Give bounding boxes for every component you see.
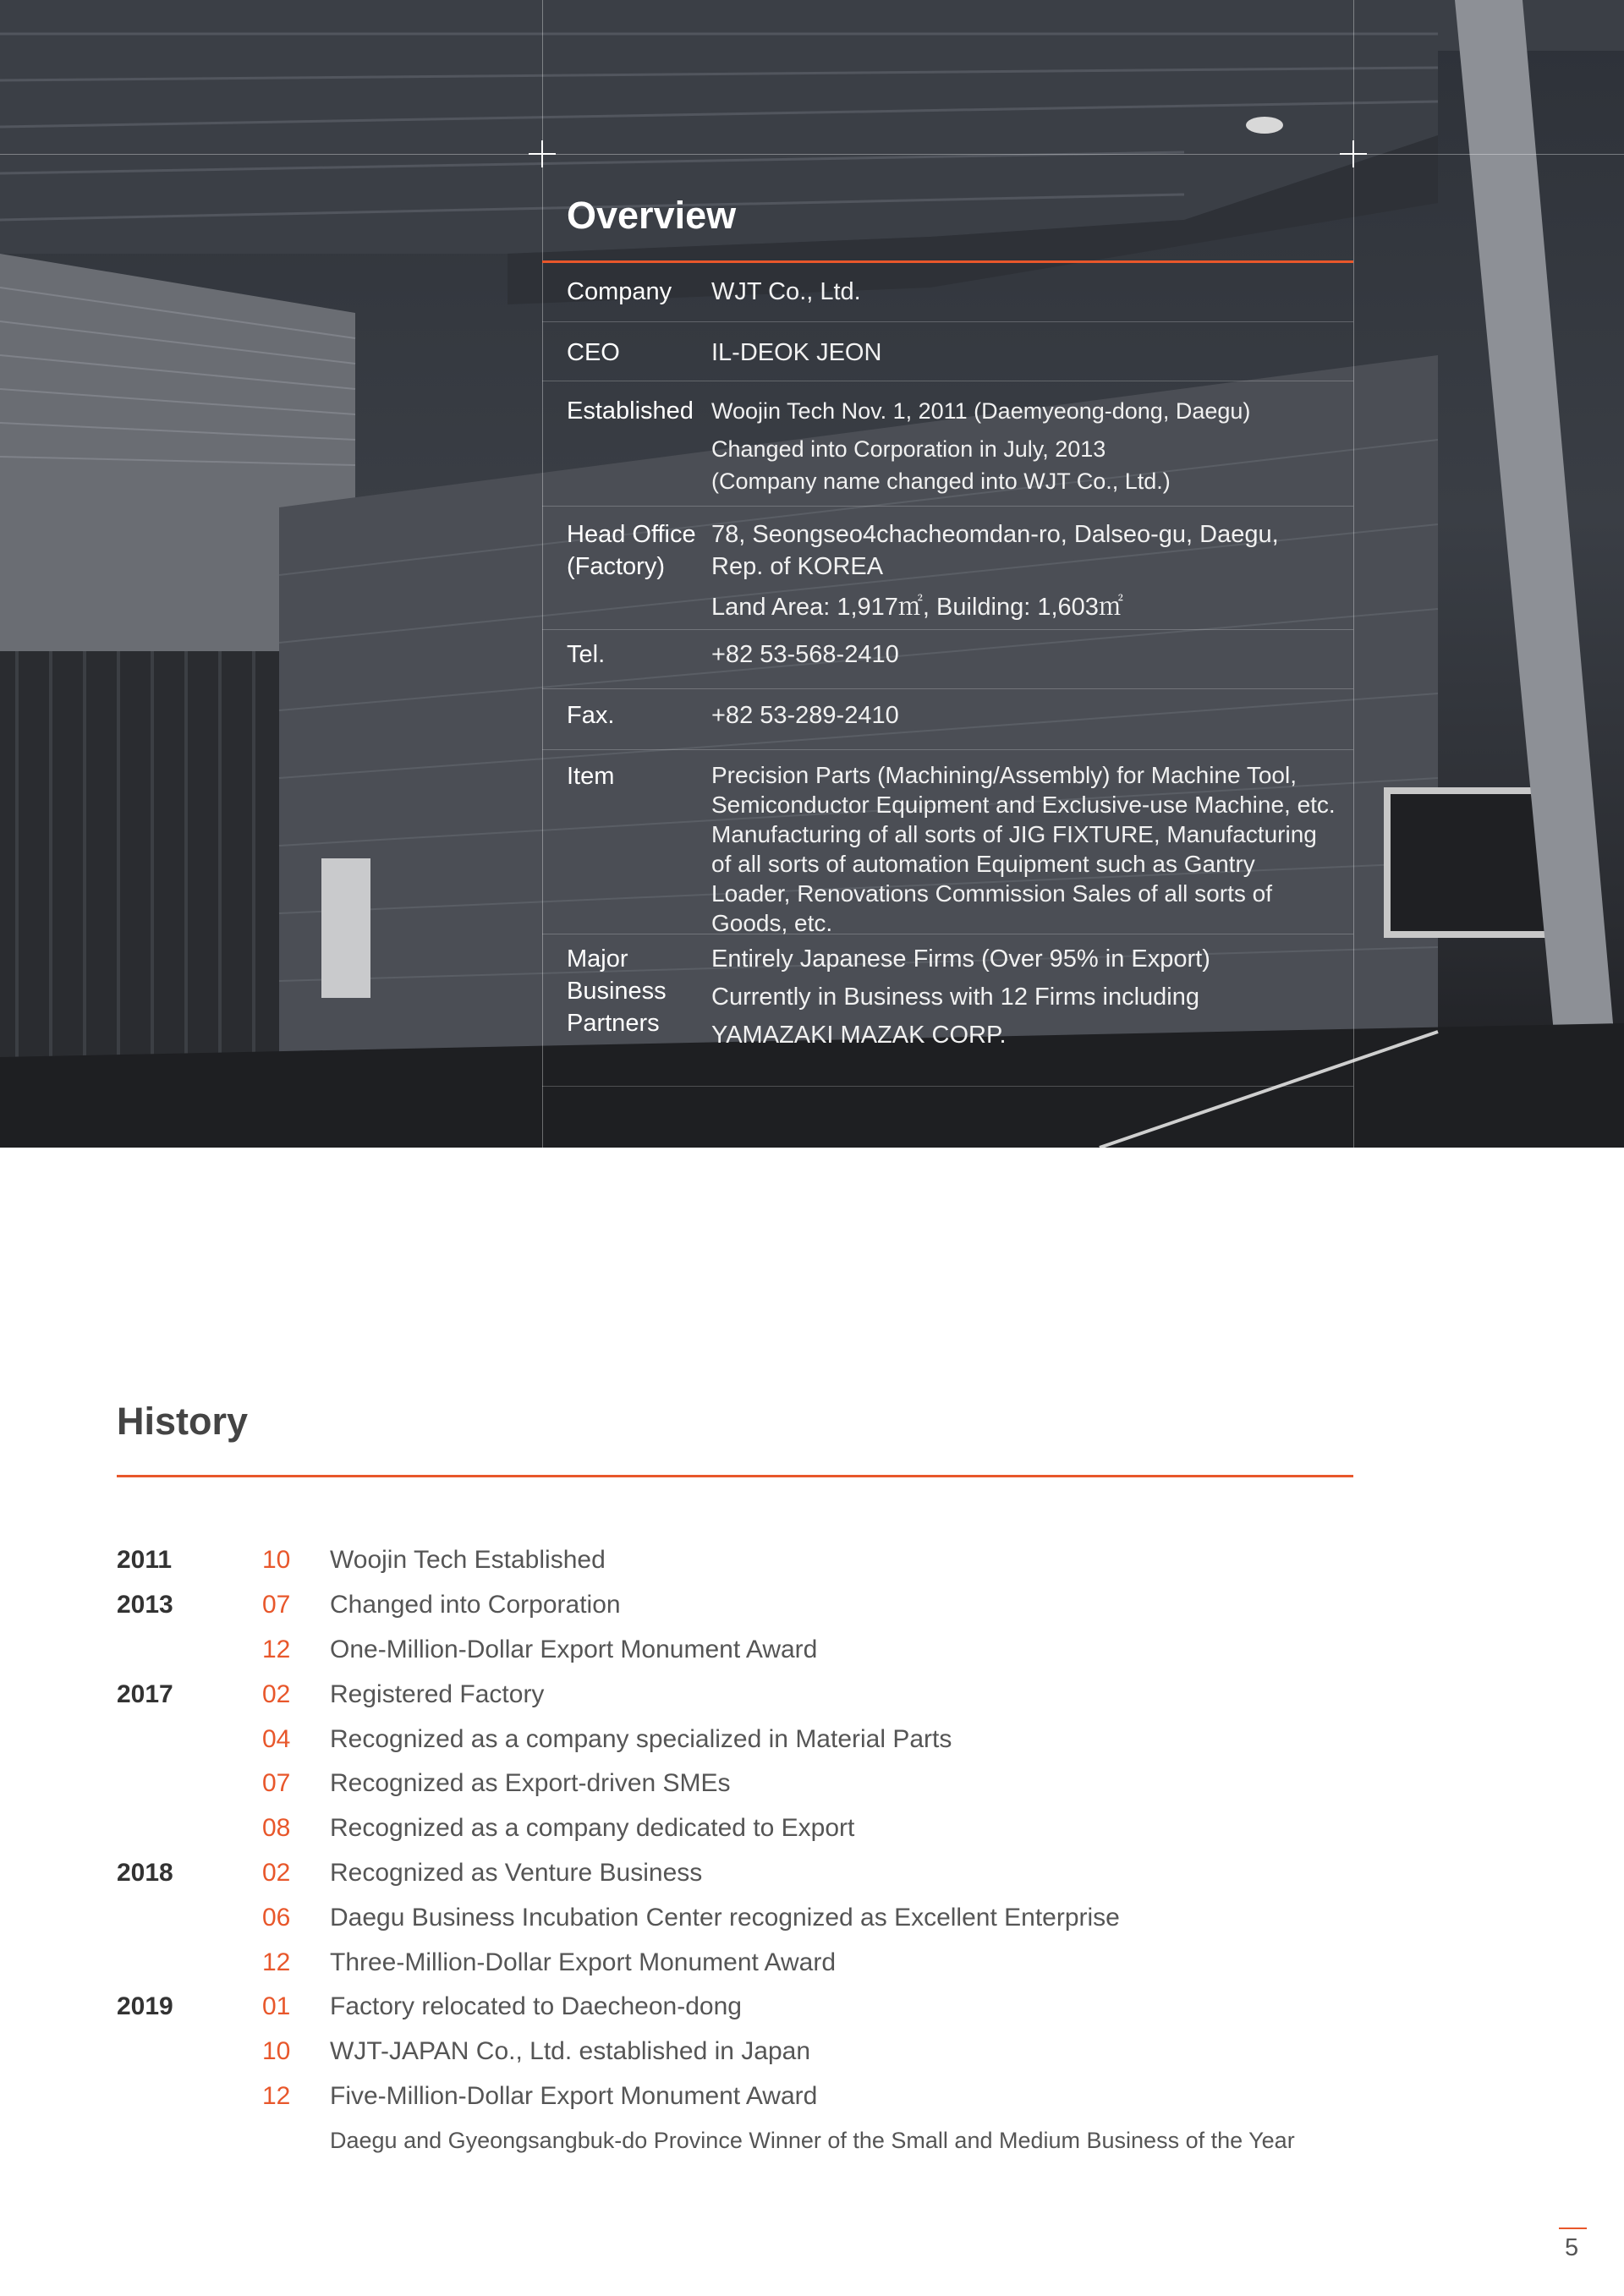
value-line: Changed into Corporation in July, 2013 <box>711 436 1106 462</box>
crosshair-icon <box>1340 140 1367 167</box>
overview-row-major-business-partners <box>542 934 1353 1087</box>
row-value <box>711 760 1353 934</box>
history-month: 12 <box>262 1635 291 1663</box>
history-month: 01 <box>262 1992 291 2021</box>
history-text: Factory relocated to Daecheon-dong <box>330 1992 742 2021</box>
history-text: Recognized as Venture Business <box>330 1858 703 1887</box>
value-line: Land Area: 1,917㎡, Building: 1,603㎡ <box>711 594 1123 621</box>
value-line: +82 53-289-2410 <box>711 702 899 729</box>
row-value <box>711 638 1353 688</box>
history-entry <box>117 1583 1385 1628</box>
value-line: 78, Seongseo4chacheomdan-ro, Dalseo-gu, Daegu, <box>711 521 1279 548</box>
history-month: 02 <box>262 1680 291 1708</box>
overview-row-head-office <box>542 507 1353 630</box>
value-line: Rep. of KOREA <box>711 553 884 580</box>
history-month: 07 <box>262 1591 291 1619</box>
overview-row-item <box>542 750 1353 934</box>
history-extra-line: Daegu and Gyeongsangbuk-do Province Winner of the Small and Medium Business of the Year <box>330 2128 1295 2154</box>
value-line: Woojin Tech Nov. 1, 2011 (Daemyeong-dong, Daegu) <box>711 398 1251 424</box>
row-value <box>711 699 1353 749</box>
row-key: Established <box>567 397 694 425</box>
history-entry <box>117 1985 1385 2030</box>
history-month: 12 <box>262 1948 291 1976</box>
guide-line-horizontal <box>0 154 1624 155</box>
history-month: 08 <box>262 1814 291 1843</box>
row-key <box>567 943 711 1086</box>
history-year: 2013 <box>117 1591 173 1619</box>
value-line: IL-DEOK JEON <box>711 339 882 366</box>
row-key: Item <box>567 763 615 790</box>
history-text: Recognized as Export-driven SMEs <box>330 1769 731 1798</box>
value-line: WJT Co., Ltd. <box>711 278 861 305</box>
history-entry <box>117 1717 1385 1762</box>
history-entry <box>117 1628 1385 1673</box>
value-line: Goods, etc. <box>711 910 833 936</box>
value-line: of all sorts of automation Equipment such as Gantry <box>711 851 1255 877</box>
value-line: +82 53-568-2410 <box>711 641 899 668</box>
history-entry <box>117 1940 1385 1985</box>
row-value <box>711 337 1353 381</box>
history-month: 04 <box>262 1724 291 1753</box>
value-line: Semiconductor Equipment and Exclusive-use Machine, etc. <box>711 792 1336 818</box>
history-month: 06 <box>262 1903 291 1932</box>
history-text: WJT-JAPAN Co., Ltd. established in Japan <box>330 2037 811 2066</box>
history-title: History <box>117 1400 249 1443</box>
history-entry <box>117 2030 1385 2074</box>
history-text: Recognized as a company specialized in Material Parts <box>330 1724 952 1753</box>
overview-row-tel <box>542 630 1353 689</box>
history-year: 2017 <box>117 1680 173 1708</box>
row-value <box>711 395 1353 506</box>
row-key: CEO <box>567 339 620 366</box>
overview-title: Overview <box>567 194 737 237</box>
history-entry <box>117 1851 1385 1896</box>
row-key: Company <box>567 278 672 305</box>
history-entry <box>117 1762 1385 1806</box>
overview-row-company <box>542 263 1353 322</box>
history-text: One-Million-Dollar Export Monument Award <box>330 1635 818 1663</box>
crosshair-icon <box>529 140 556 167</box>
history-text: Woojin Tech Established <box>330 1546 606 1575</box>
history-month: 10 <box>262 2037 291 2066</box>
history-entry <box>117 2074 1385 2119</box>
history-year: 2019 <box>117 1992 173 2021</box>
history-text: Registered Factory <box>330 1680 545 1708</box>
key-line: Partners <box>567 1010 660 1037</box>
history-entry <box>117 1672 1385 1717</box>
row-key <box>567 518 711 629</box>
value-line: Manufacturing of all sorts of JIG FIXTURE, Manufacturing <box>711 821 1317 847</box>
row-key: Tel. <box>567 641 606 668</box>
row-key: Fax. <box>567 702 615 729</box>
row-value <box>711 518 1353 629</box>
history-entry <box>117 1895 1385 1940</box>
page-number-accent <box>1559 2228 1587 2229</box>
row-value <box>711 943 1353 1086</box>
guide-line-vertical-right <box>1353 0 1354 1148</box>
overview-section <box>542 186 1353 1087</box>
history-text: Three-Million-Dollar Export Monument Award <box>330 1948 837 1976</box>
key-line: (Factory) <box>567 553 665 580</box>
value-line: Entirely Japanese Firms (Over 95% in Export) <box>711 945 1210 973</box>
history-year: 2011 <box>117 1546 173 1575</box>
history-month: 07 <box>262 1769 291 1798</box>
history-text: Five-Million-Dollar Export Monument Award <box>330 2081 818 2110</box>
history-divider <box>117 1475 1353 1477</box>
key-line: Major <box>567 945 628 973</box>
row-value <box>711 276 1353 321</box>
value-line: Precision Parts (Machining/Assembly) for Machine Tool, <box>711 762 1297 788</box>
history-month: 02 <box>262 1858 291 1887</box>
key-line: Head Office <box>567 521 696 548</box>
value-line: YAMAZAKI MAZAK CORP. <box>711 1022 1007 1049</box>
history-text: Daegu Business Incubation Center recognized as Excellent Enterprise <box>330 1903 1120 1932</box>
history-entry <box>117 1806 1385 1851</box>
history-list <box>117 1538 1385 2162</box>
value-line: (Company name changed into WJT Co., Ltd.) <box>711 469 1171 494</box>
history-text: Recognized as a company dedicated to Export <box>330 1814 855 1843</box>
overview-row-established <box>542 381 1353 507</box>
history-entry <box>117 1538 1385 1583</box>
value-line: Currently in Business with 12 Firms including <box>711 984 1199 1011</box>
value-line: Loader, Renovations Commission Sales of all sorts of <box>711 880 1272 907</box>
history-month: 10 <box>262 1546 291 1575</box>
history-year: 2018 <box>117 1858 173 1887</box>
key-line: Business <box>567 978 667 1005</box>
page-number: 5 <box>1565 2234 1579 2261</box>
history-text: Changed into Corporation <box>330 1591 621 1619</box>
history-month: 12 <box>262 2081 291 2110</box>
overview-row-ceo <box>542 322 1353 381</box>
overview-row-fax <box>542 689 1353 750</box>
